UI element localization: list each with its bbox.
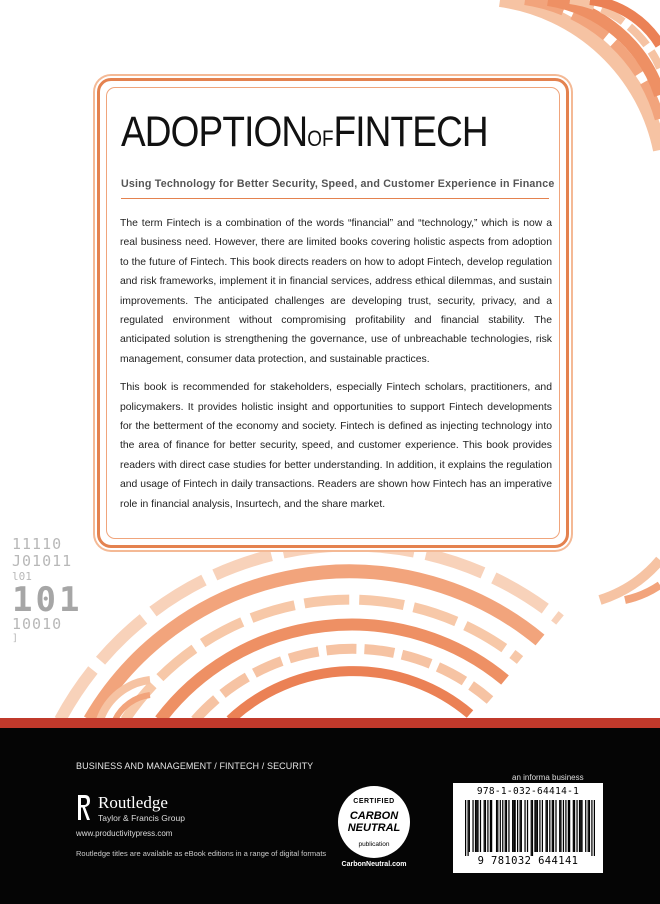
isbn-text: 978-1-032-64414-1 (476, 786, 580, 797)
binary-line: ] (12, 633, 19, 644)
binary-line: 10010 (12, 615, 63, 633)
binary-digits-decoration (12, 537, 82, 644)
carbon-neutral-badge (328, 786, 420, 878)
barcode-icon (465, 800, 595, 856)
publisher-name: Routledge (98, 793, 168, 812)
isbn-barcode (453, 783, 603, 873)
publisher-website: www.productivitypress.com (76, 829, 173, 838)
routledge-logo (76, 790, 196, 826)
subject-category: BUSINESS AND MANAGEMENT / FINTECH / SECURITY (76, 761, 314, 771)
informa-label: an informa business (512, 773, 584, 782)
book-subtitle: Using Technology for Better Security, Speed, and Customer Experience in Finance (121, 178, 555, 190)
binary-line: l01 (12, 570, 32, 583)
carbon-label: CARBON (349, 810, 399, 822)
publication-label: publication (358, 841, 390, 848)
ebook-note: Routledge titles are available as eBook editions in a range of digital formats (76, 849, 327, 858)
book-description (120, 214, 552, 514)
description-paragraph: This book is recommended for stakeholders, especially Fintech scholars, practitioners, and policymakers. It provides holistic insight and opportunities to support Fintech developments for the betterment of the economy and society. Fintech is defined as injecting technology into the area of finance for better security, speed, and customer experience. This book provides readers with direct case studies for better understanding. In addition, it explains the regulation and usage of Fintech in daily transactions. Readers are shown how Fintech has an imperative role in financial analysis, Insurtech, and the share market. (120, 382, 552, 510)
carbon-certified-label: CERTIFIED (353, 798, 395, 805)
carbon-site-label: CarbonNeutral.com (341, 861, 407, 868)
description-panel (97, 78, 569, 548)
ean-digits: 9 781032 644141 (477, 855, 579, 867)
neutral-label: NEUTRAL (347, 822, 401, 834)
book-title: ADOPTIONOFFINTECH (121, 108, 488, 156)
publisher-group: Taylor & Francis Group (98, 813, 185, 823)
routledge-r-icon (76, 792, 92, 822)
footer-red-stripe (0, 718, 660, 728)
binary-line: J01011 (12, 552, 73, 570)
title-divider (121, 198, 549, 199)
binary-line: 101 (12, 580, 83, 620)
cover-footer (0, 728, 660, 904)
description-paragraph: The term Fintech is a combination of the words “financial” and “technology,” which is now a real business need. However, there are limited books covering holistic aspects from adoption to the future of Fintech. This book directs readers on how to adopt Fintech, develop regulation and risk frameworks, implement it in financial services, address ethical dilemmas, and sustain improvements. The anticipated challenges are developing trust, security, privacy, and a regulated environment without compromising profitability and financial stability. The anticipated solution is strengthening the governance, use of unbreachable technologies, risk management, consumer data protection, and sustainable practices. (120, 218, 552, 365)
binary-line: 11110 (12, 535, 63, 553)
